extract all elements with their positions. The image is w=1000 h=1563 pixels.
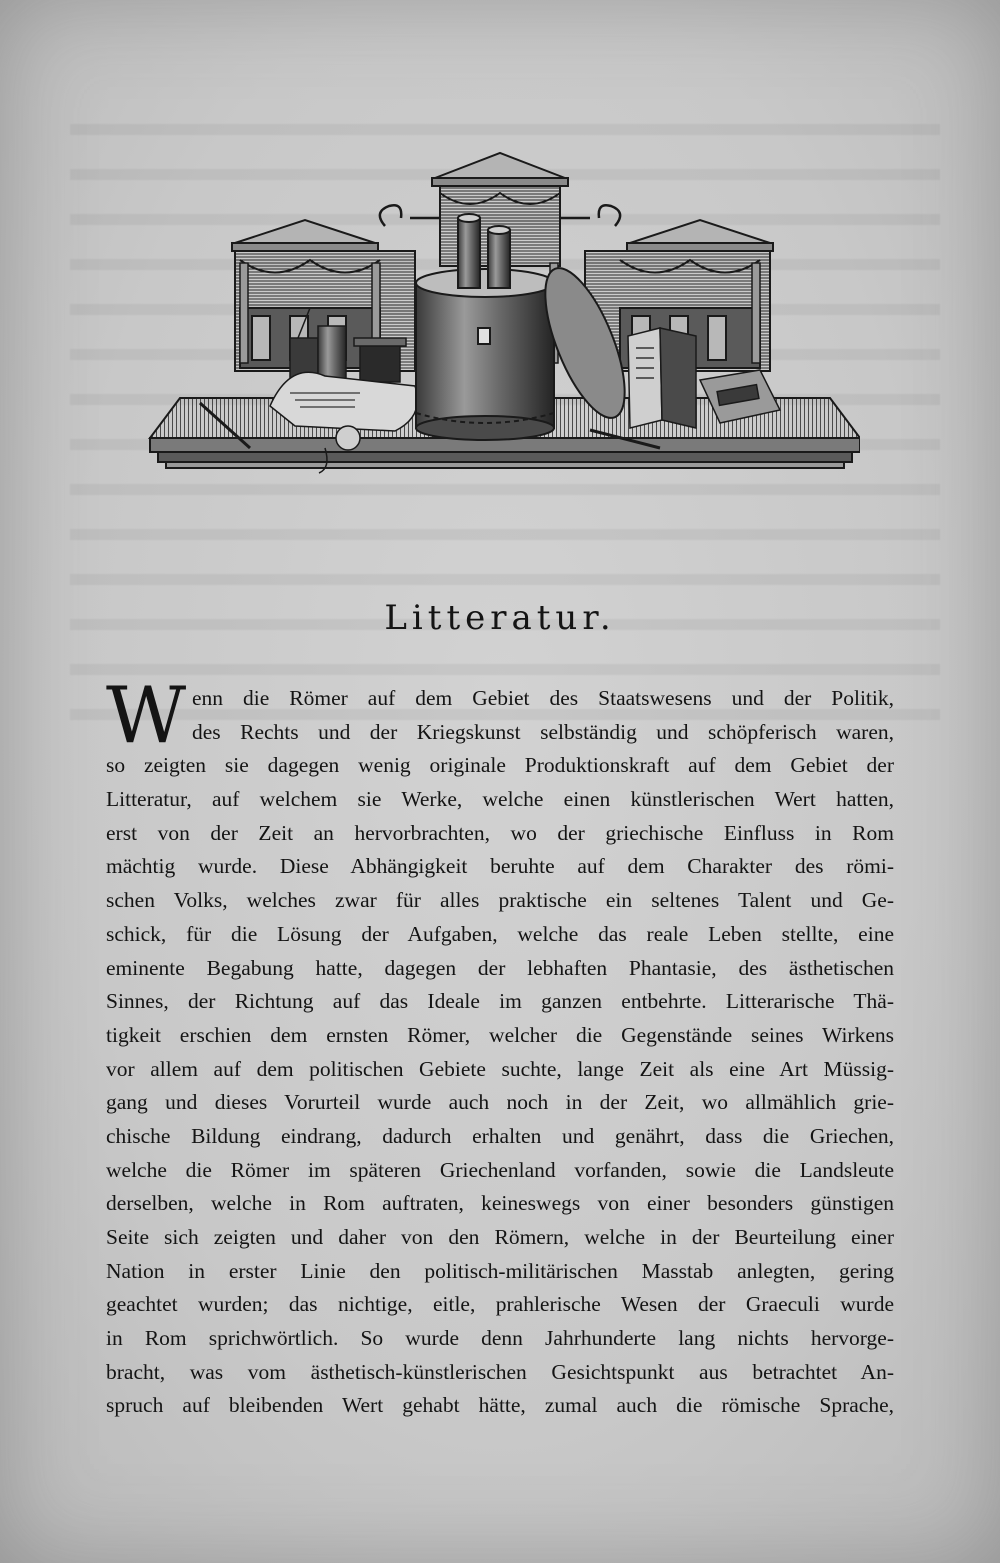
text-line: Nation in erster Linie den politisch-militärischen Masstab anlegten, gering (106, 1258, 894, 1283)
text-line: erst von der Zeit an hervorbrachten, wo der griechische Einfluss in Rom (106, 820, 894, 845)
text-line: derselben, welche in Rom auftraten, keineswegs von einer besonders günstigen (106, 1191, 894, 1216)
text-line: Sinnes, der Richtung auf das Ideale im ganzen entbehrte. Litterarische Thä- (106, 989, 894, 1014)
text-line: tigkeit erschien dem ernsten Römer, welcher die Gegenstände seines Wirkens (106, 1022, 894, 1047)
text-line: chische Bildung eindrang, dadurch erhalten und genährt, dass die Griechen, (106, 1123, 894, 1148)
text-line: mächtig wurde. Diese Abhängigkeit beruhte auf dem Charakter des römi- (106, 854, 894, 879)
drop-cap: W (106, 671, 187, 761)
book (628, 328, 696, 428)
text-line: geachtet wurden; das nichtige, eitle, prahlerische Wesen der Graeculi wurde (106, 1292, 894, 1317)
text-line: in Rom sprichwörtlich. So wurde denn Jahrhunderte lang nichts hervorge- (106, 1326, 894, 1351)
chapter-heading: Litteratur. (384, 598, 616, 638)
text-line: gang und dieses Vorurteil wurde auch noch in der Zeit, wo allmählich grie- (106, 1090, 894, 1115)
text-line: des Rechts und der Kriegskunst selbständig und schöpferisch waren, (192, 719, 894, 744)
text-line: schen Volks, welches zwar für alles praktische ein seltenes Talent und Ge- (106, 888, 894, 913)
text-line: so zeigten sie dagegen wenig originale Produktionskraft auf dem Gebiet der (106, 753, 894, 778)
text-line: spruch auf bleibenden Wert gehabt hätte, zumal auch die römische Sprache, (106, 1393, 894, 1418)
text-line: enn die Römer auf dem Gebiet des Staatswesens und der Politik, (192, 686, 894, 710)
text-line: welche die Römer im späteren Griechenland vorfanden, sowie die Landsleute (106, 1157, 894, 1182)
text-line: Seite sich zeigten und daher von den Römern, welche in der Beurteilung einer (106, 1225, 894, 1249)
body-text (106, 671, 894, 1423)
text-line: schick, für die Lösung der Aufgaben, welche das reale Leben stellte, eine (106, 921, 894, 946)
text-line: Litteratur, auf welchem sie Werke, welche einen künstlerischen Wert hatten, (106, 787, 894, 812)
text-line: vor allem auf dem politischen Gebiete suchte, lange Zeit als eine Art Müssig- (106, 1056, 894, 1081)
text-line: bracht, was vom ästhetisch-künstlerischen Gesichtspunkt aus betrachtet An- (106, 1359, 894, 1384)
engraving-illustration (140, 148, 860, 478)
text-line: eminente Begabung hatte, dagegen der lebhaften Phantasie, des ästhetischen (106, 955, 894, 980)
